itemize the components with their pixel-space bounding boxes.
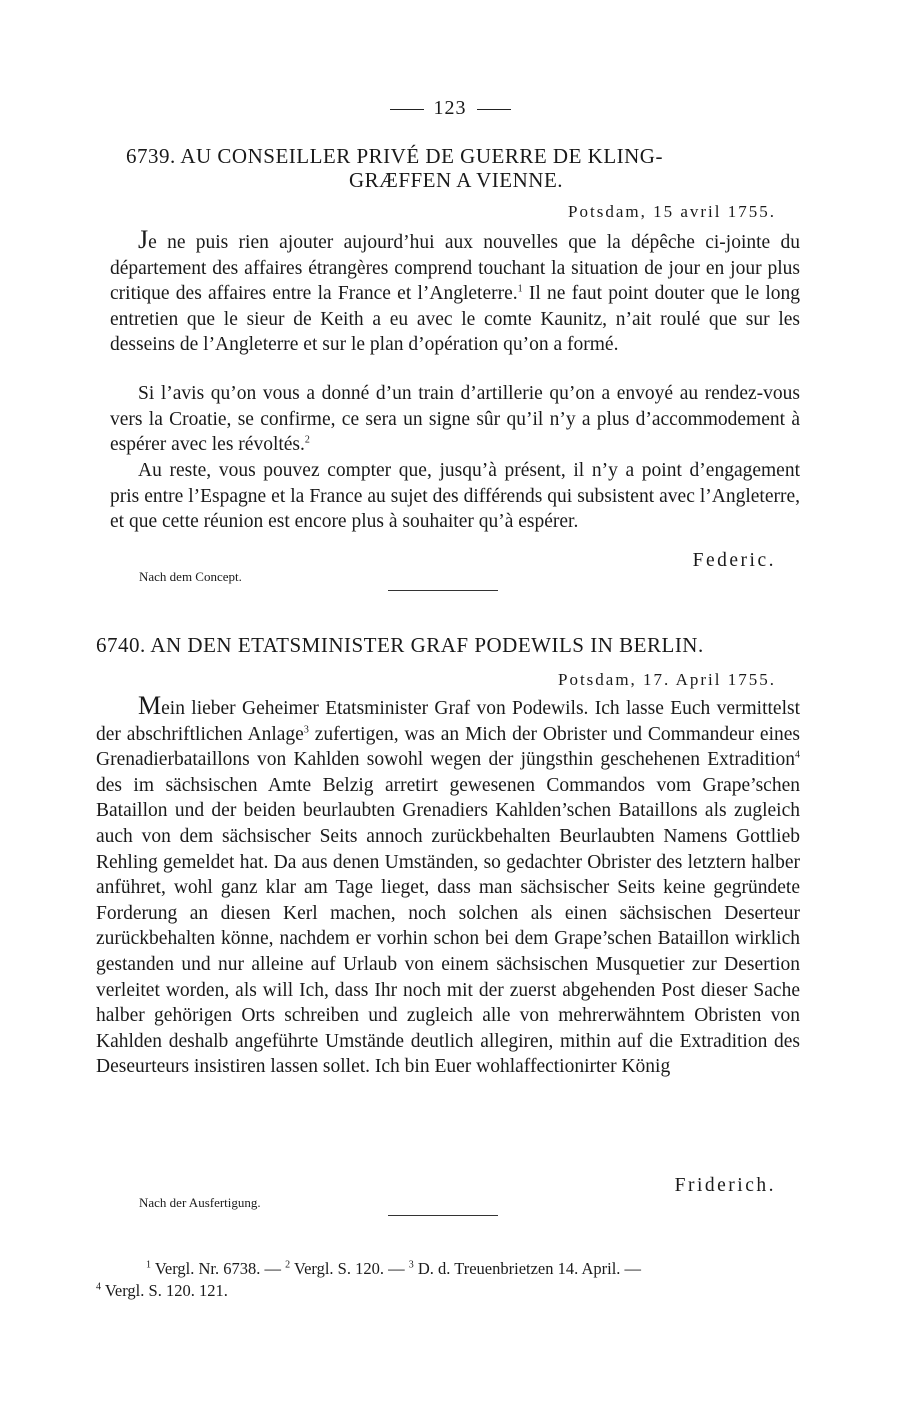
page-number-dash-right — [477, 109, 511, 110]
section-divider-1 — [388, 590, 498, 591]
letter-6739-dateline: Potsdam, 15 avril 1755. — [568, 202, 776, 221]
letter-6740-paragraph-1: Mein lieber Geheimer Etatsminister Graf von Podewils. Ich lasse Euch vermittelst der abschriftlichen Anlage$^3$ zufertigen, was an Mich der Obrister und Commandeur eines Grenadierbataillons von Kahlden sowohl wegen der jüngsthin geschehenen Extradition$^4$ des im sächsischen Amte Belzig arretirt gewesenen Commandos vom Grape’schen Bataillon und der beiden beurlaubten Grenadiers Kahlden’schen Bataillons als zugleich auch von dem sächsischer Seits annoch zurückbehalten Beurlaubten Namens Gottlieb Rehling gemeldet hat. Da aus denen Umständen, so gedachter Obrister des letztern halber anführet, wohl ganz klar am Tage lieget, dass man sächsischer Seits keine gegründete Forderung an diesen Kerl machen, noch solchen als einen sächsischen Deserteur zurückbehalten könne, nachdem er vorhin schon bei dem Grape’schen Bataillon wirklich gestanden und nur alleine auf Urlaub von einem sächsischen Musquetier zur Desertion verleitet worden, als will Ich, dass Ihr noch mit der zuerst abgehenden Post dieser Sache halber gehörigen Orts schreiben und zugleich alle von mehrerwähntem Obristen von Kahlden deshalb angeführte Umstände deutlich allegiren, mithin auf die Extradition des Deseurteurs insistiren lassen sollet. Ich bin Euer wohlaffectionirter König — [96, 691, 800, 1078]
footnotes-line-2: $^4$ Vergl. S. 120. 121. — [96, 1281, 228, 1300]
page-number-text: 123 — [433, 97, 467, 119]
letter-6739-initial: J — [138, 225, 149, 254]
footnotes — [96, 1258, 806, 1302]
letter-6739-paragraph-3: Au reste, vous pouvez compter que, jusqu’à présent, il n’y a point d’engagement pris entre l’Espagne et la France au sujet des différends qui subsistent avec l’Angleterre, et que cette réunion est encore plus à souhaiter qu’à espérer. — [110, 460, 800, 533]
letter-6739-paragraph-2: Si l’avis qu’on vous a donné d’un train d’artillerie qu’on a envoyé au rendez-vous vers la Croatie, se confirme, ce sera un signe sûr qu’il n’y a plus d’accommodement à espérer avec les révoltés.$^2$ — [110, 383, 800, 456]
letter-6739-source-note: Nach dem Concept. — [139, 569, 242, 584]
letter-6739-heading — [126, 144, 786, 192]
footnote-1: Vergl. Nr. 6738. — — [154, 1259, 282, 1278]
page-number-dash-left — [390, 109, 424, 110]
footnotes-line-1: $^1$ Vergl. Nr. 6738. — $^2$ Vergl. S. 120. — $^3$ D. d. Treuenbrietzen 14. April. — — [146, 1259, 642, 1278]
footnote-ref-1: 1 — [517, 283, 523, 295]
footnote-ref-3: 3 — [303, 724, 309, 736]
section-divider-2 — [388, 1215, 498, 1216]
footnote-2: Vergl. S. 120. — — [293, 1259, 405, 1278]
footnote-ref-2: 2 — [304, 434, 310, 446]
letter-6739-signature: Federic. — [692, 550, 776, 571]
footnote-ref-4: 4 — [795, 749, 800, 761]
page-number — [0, 97, 900, 120]
letter-6740-dateline: Potsdam, 17. April 1755. — [557, 670, 776, 689]
footnote-3: D. d. Treuenbrietzen 14. April. — — [417, 1259, 642, 1278]
letter-6740-heading: 6740. AN DEN ETATSMINISTER GRAF PODEWILS IN BERLIN. — [96, 633, 704, 657]
letter-6739-heading-line1: 6739. AU CONSEILLER PRIVÉ DE GUERRE DE KLING- — [126, 144, 663, 168]
letter-6739-paragraph-1: Je ne puis rien ajouter aujourd’hui aux nouvelles que la dépêche ci-jointe du département des affaires étrangères comprend touchant la situation de jour en jour plus critique des affaires entre la France et l’Angleterre.$^1$ Il ne faut point douter que le long entretien que le sieur de Keith a eu avec le comte Kaunitz, n’ait roulé que sur les desseins de l’Angleterre et sur le plan d’opération qu’on a formé. — [110, 225, 801, 356]
letter-6740-source-note: Nach der Ausfertigung. — [139, 1195, 261, 1210]
letter-6740-signature: Friderich. — [674, 1175, 776, 1196]
letter-6740-initial: M — [138, 691, 162, 720]
letter-6739-heading-line2: GRÆFFEN A VIENNE. — [348, 168, 564, 192]
footnote-4: Vergl. S. 120. 121. — [104, 1281, 228, 1300]
